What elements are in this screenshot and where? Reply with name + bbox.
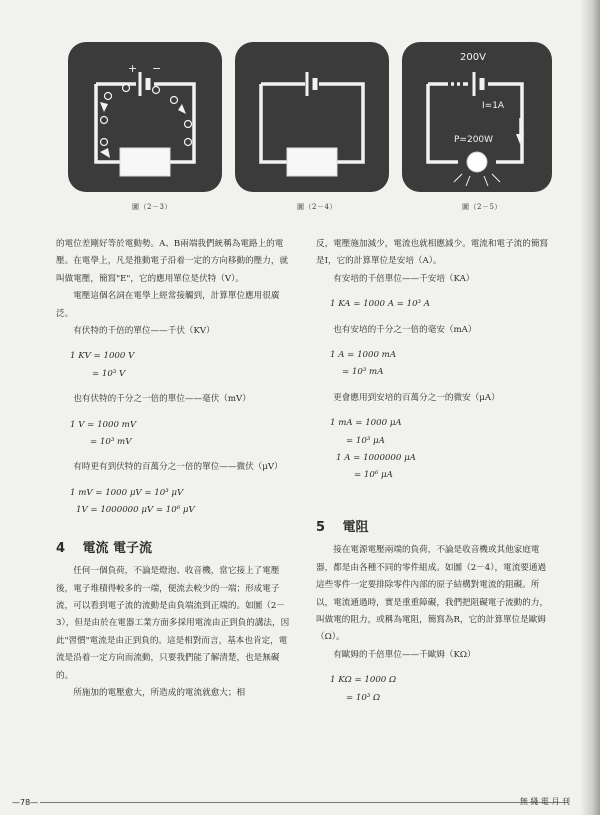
figure-2-3-diagram xyxy=(68,42,222,192)
right-equation-4b: = 10³ Ω xyxy=(346,692,381,703)
figure-2-4-diagram xyxy=(235,42,389,192)
right-equation-2b: = 10³ mA xyxy=(342,367,384,378)
right-equation-3a: 1 mA = 1000 μA xyxy=(330,418,402,429)
left-column xyxy=(56,236,292,702)
left-paragraph-3: 有伏特的千倍的單位——千伏（KV） xyxy=(73,326,215,337)
footer-rule xyxy=(40,802,568,803)
right-paragraph-6: 有歐姆的千倍單位——千歐姆（KΩ） xyxy=(333,649,476,660)
left-equation-3a: 1 mV = 1000 μV = 10³ μV xyxy=(70,487,184,498)
left-equation-1b: = 10³ V xyxy=(92,368,126,379)
left-equation-2b: = 10³ mV xyxy=(90,437,132,448)
right-equation-3b: = 10³ μA xyxy=(346,435,385,446)
fig1-plus-label: + xyxy=(128,62,138,75)
figure-2-5-caption: 圖（2－5） xyxy=(462,203,502,211)
right-equation-2a: 1 A = 1000 mA xyxy=(330,350,397,361)
page-number: —78— xyxy=(12,798,39,807)
fig3-voltage-label: 200V xyxy=(460,52,486,63)
figure-2-3-caption: 圖（2－3） xyxy=(132,203,172,211)
section-5-heading xyxy=(316,519,554,536)
figure-2-5 xyxy=(402,42,552,192)
right-paragraph-3: 也有安培的千分之一倍的毫安（mA） xyxy=(333,324,477,335)
section-4-heading xyxy=(56,540,292,557)
left-paragraph-5: 有時更有到伏特的百萬分之一倍的單位——微伏（μV） xyxy=(73,462,283,473)
figure-2-5-diagram xyxy=(402,42,552,192)
fig3-current-label: I=1A xyxy=(482,101,505,111)
section-4-title: 電流 電子流 xyxy=(82,540,153,556)
right-equation-4a: 1 KΩ = 1000 Ω xyxy=(330,675,397,686)
left-equation-1a: 1 KV = 1000 V xyxy=(70,351,135,362)
right-paragraph-2: 有安培的千倍單位——千安培（KA） xyxy=(333,273,475,284)
left-paragraph-4: 也有伏特的千分之一倍的單位——毫伏（mV） xyxy=(73,394,251,405)
figure-2-4 xyxy=(235,42,389,192)
right-equation-1: 1 KA = 1000 A = 10³ A xyxy=(330,299,430,310)
right-equation-3c: 1 A = 1000000 μA xyxy=(336,453,416,464)
book-spine-shadow xyxy=(580,0,600,815)
figure-2-3 xyxy=(68,42,222,192)
fig1-minus-label: − xyxy=(152,62,162,75)
figure-2-4-caption: 圖（2－4） xyxy=(297,203,337,211)
section-5-number: 5 xyxy=(316,519,326,535)
left-paragraph-7: 所施加的電壓愈大，所造成的電流就愈大；相 xyxy=(73,687,246,698)
left-equation-3b: 1V = 1000000 μV = 10⁶ μV xyxy=(76,505,195,516)
magazine-name: 無 綫 電 月 刊 xyxy=(519,797,570,806)
right-equation-3d: = 10⁶ μA xyxy=(354,470,393,481)
left-equation-2a: 1 V = 1000 mV xyxy=(70,419,137,430)
left-paragraph-1: 的電位差剛好等於電動勢。A、B兩端我們統稱為電路上的電壓。在電學上，凡是推動電子沿着一定的方向移動的壓力，就叫做電壓，簡寫"E"，它的應用單位是伏特（V）。 xyxy=(56,239,289,284)
section-5-title: 電阻 xyxy=(342,519,369,535)
right-column xyxy=(316,236,554,707)
right-paragraph-5: 接在電源電壓兩端的負荷，不論是收音機或其他家庭電器，都是由各種不同的零件組成。如圖（2－4），電流要通過這些零件一定要排除零件內部的原子結構對電流的阻礙。所以，電流通過時，實是重重障礙，我們把阻礙電子流動的力，叫做電的阻力，或稱為電阻，簡寫為R，它的計算單位是歐姆（Ω）。 xyxy=(316,545,549,643)
left-paragraph-6: 任何一個負荷，不論是燈泡、收音機，當它接上了電壓後，電子堆積得較多的一端，便流去較少的一端；形成電子流，可以看到電子流的流動是由負端流到正端的。如圖（2－3），但是由於在電器工業方面多採用電流由正到負的講法，因此"習慣"電流是由正到負的。這是相對而言，基本也肯定，電流是沿着一定方向而流動，只要我們能了解清楚，也是無礙的。 xyxy=(56,566,290,681)
section-4-number: 4 xyxy=(56,540,66,556)
right-paragraph-1: 反，電壓施加減少，電流也就相應減少。電流和電子流的簡寫是I，它的計算單位是安培（A）。 xyxy=(316,239,549,267)
left-paragraph-2: 電壓這個名詞在電學上經常接觸到，計算單位應用很廣泛。 xyxy=(56,291,280,319)
fig3-power-label: P=200W xyxy=(454,135,494,145)
right-paragraph-4: 更會應用到安培的百萬分之一的微安（μA） xyxy=(333,392,500,403)
